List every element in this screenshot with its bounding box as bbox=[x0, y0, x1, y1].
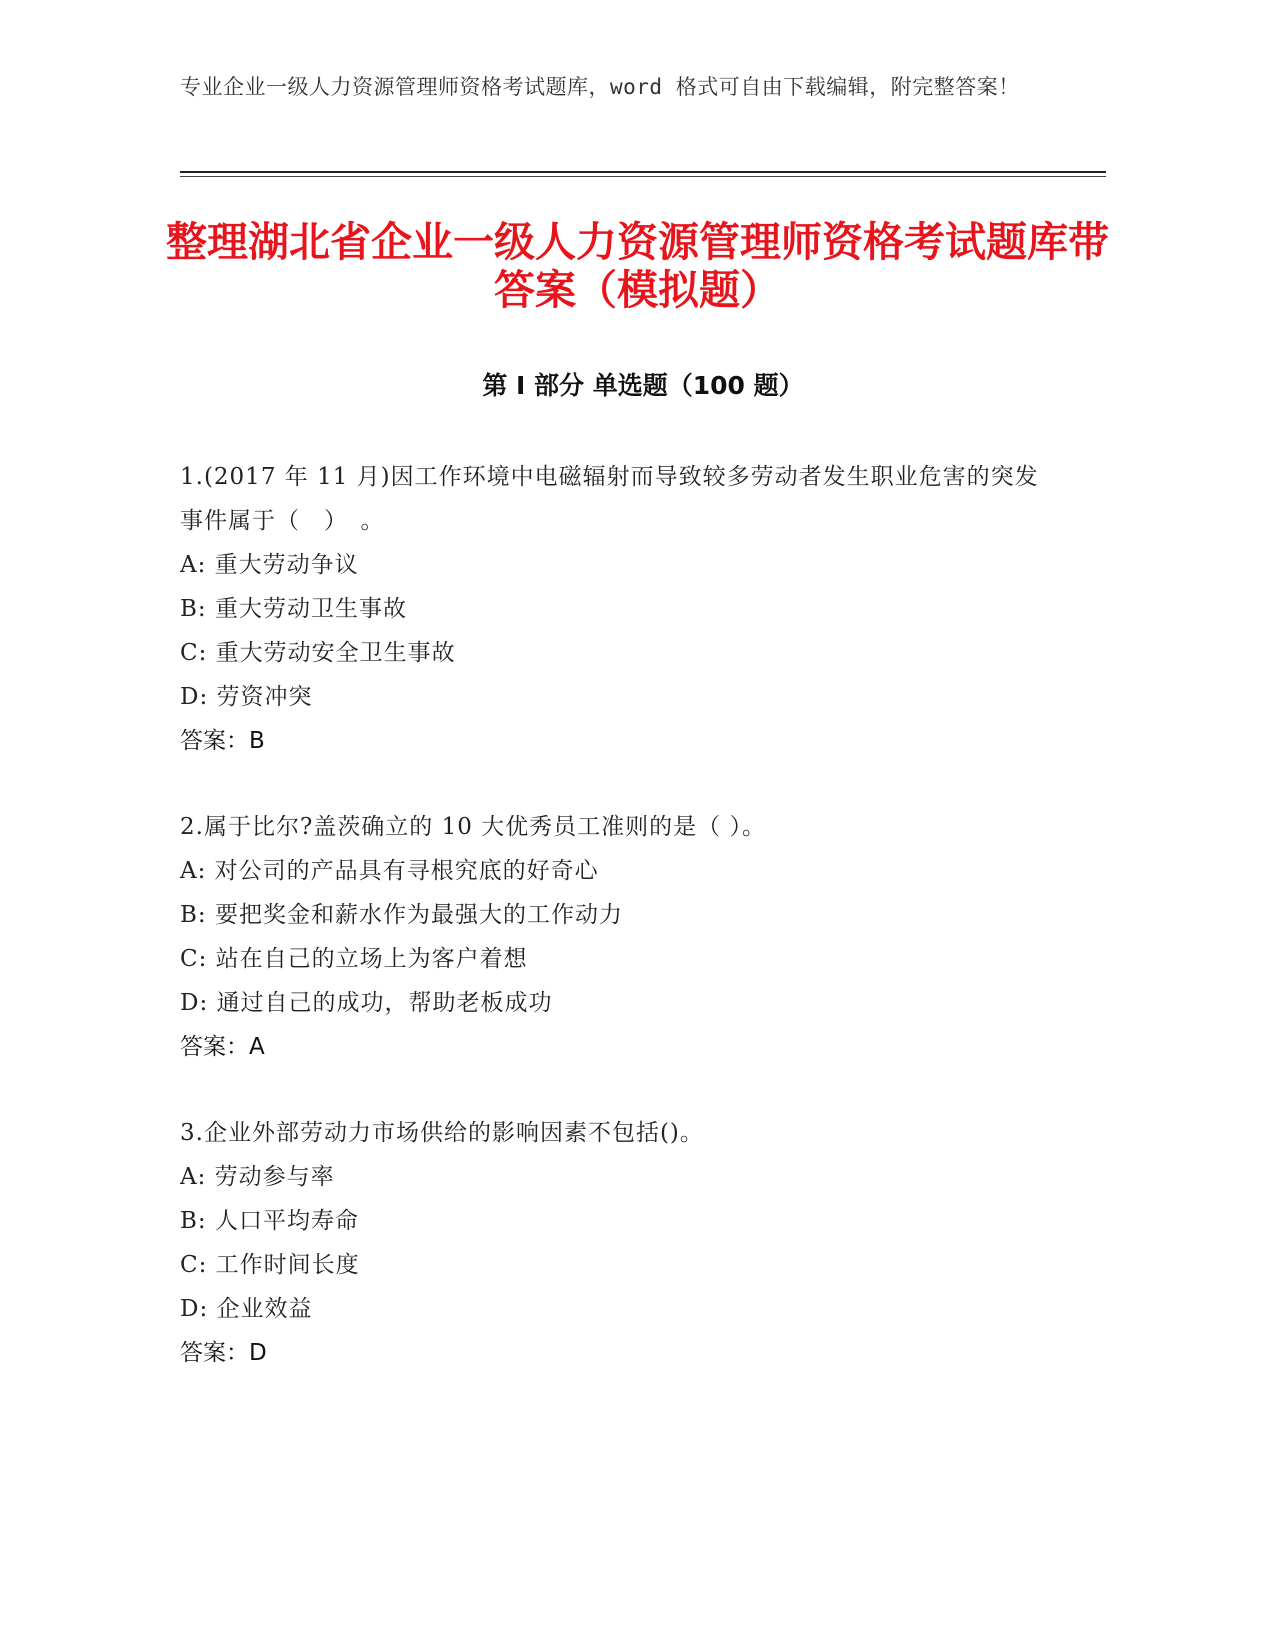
option-c: C: 站在自己的立场上为客户着想 bbox=[180, 946, 528, 972]
question-3 bbox=[180, 1111, 1040, 1375]
answer-line: 答案：D bbox=[180, 1340, 267, 1366]
answer-line: 答案：A bbox=[180, 1034, 265, 1060]
question-list bbox=[180, 455, 1040, 1417]
option-c: C: 重大劳动安全卫生事故 bbox=[180, 640, 456, 666]
option-a: A: 对公司的产品具有寻根究底的好奇心 bbox=[180, 858, 599, 884]
option-d: D: 企业效益 bbox=[180, 1296, 313, 1322]
header-rule-thin bbox=[180, 176, 1106, 177]
question-2 bbox=[180, 805, 1040, 1069]
answer-line: 答案：B bbox=[180, 728, 265, 754]
option-a: A: 重大劳动争议 bbox=[180, 552, 359, 578]
header-note: 专业企业一级人力资源管理师资格考试题库，word 格式可自由下载编辑，附完整答案！ bbox=[180, 75, 1020, 99]
option-d: D: 劳资冲突 bbox=[180, 684, 313, 710]
question-stem: 3.企业外部劳动力市场供给的影响因素不包括()。 bbox=[180, 1120, 704, 1146]
question-1 bbox=[180, 455, 1040, 763]
question-stem: 2.属于比尔?盖茨确立的 10 大优秀员工准则的是（ ）。 bbox=[180, 814, 766, 840]
document-title: 整理湖北省企业一级人力资源管理师资格考试题库带答案（模拟题） bbox=[166, 218, 1109, 314]
header-rule-thick bbox=[180, 171, 1106, 173]
option-b: B: 要把奖金和薪水作为最强大的工作动力 bbox=[180, 902, 623, 928]
option-c: C: 工作时间长度 bbox=[180, 1252, 360, 1278]
option-d: D: 通过自己的成功，帮助老板成功 bbox=[180, 990, 553, 1016]
question-stem: 1.(2017 年 11 月)因工作环境中电磁辐射而导致较多劳动者发生职业危害的突发事件属于（ ） 。 bbox=[180, 464, 1039, 534]
option-b: B: 重大劳动卫生事故 bbox=[180, 596, 407, 622]
option-b: B: 人口平均寿命 bbox=[180, 1208, 359, 1234]
option-a: A: 劳动参与率 bbox=[180, 1164, 335, 1190]
section-title: 第 I 部分 单选题（100 题） bbox=[482, 371, 804, 400]
